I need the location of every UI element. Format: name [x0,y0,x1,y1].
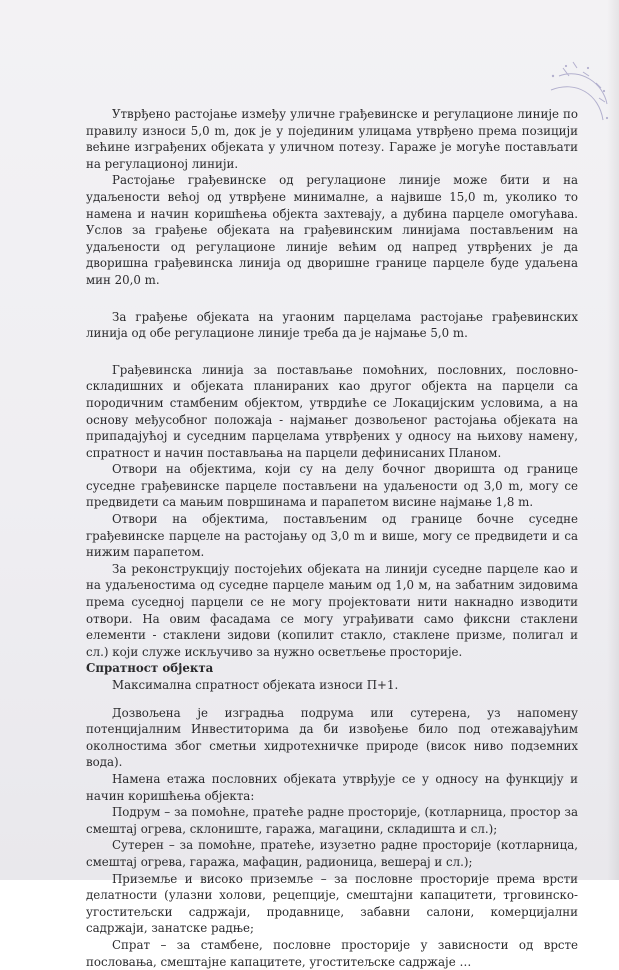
paragraph: За грађење објеката на угаоним парцелама растојање грађевинских линија од обе регулационе линије треба да је најмање 5,0 m. [86,309,578,341]
paragraph: Дозвољена је изградња подрума или сутерена, уз напомену потенцијалним Инвеститорима да би извођење било под отежавајућим околностима због сметњи хидротехничке природе (висок ниво подземних вода). [86,705,578,770]
paragraph: Намена етажа пословних објеката утврђује се у односу на функцију и начин коришћења објекта: [86,771,578,803]
paragraph: Подрум – за помоћне, пратеће радне просторије, (котларница, простор за смештај огрева, склоништe, гаража, магацини, складишта и сл.); [86,805,578,836]
paragraph: Приземље и високо приземље – за пословне просторије према врсти делатности (улазни холови, рецепције, смештајни капацитети, трговинско-угоститељски садржаји, продавнице, забавни салони, комерцијални садржаји, занатске радње; [86,871,578,936]
paragraph: За реконструкцију постојећих објеката на линији суседне парцеле као и на удаљеностима од суседне парцеле мањим од 1,0 м, на забатним зидовима према суседној парцели се не могу пројектовати нити накнадно изводити отвори. На овим фасадама се могу уграђивати само фиксни стаклени елементи - стаклени зидови (копилит стакло, стаклене призме, полигал и сл.) који служе искључиво за нужно осветљење просторије. [86,561,578,659]
paragraph: Максимална спратност објеката износи П+1. [112,678,399,692]
paragraph: Утврђено растојање између уличне грађевинске и регулационе линије по правилу износи 5,0 m, док је у појединим улицама утврђено према позицији већине изграђених објеката у уличном потезу. Гараже је могуће постављати на регулационој линији. [86,107,578,171]
paragraph: Спрат – за стамбене, пословне просторије у зависности од врсте пословања, смештајне капацитете, угоститељске садржаје … [86,937,578,969]
document-body [86,106,578,970]
paragraph: Грађевинска линија за постављање помоћних, пословних, пословно-складишних и објеката планираних као другог објекта на парцели са породичним стамбеним објектом, утврдиће се Локацијским условима, а на основу међусобног положаја - најмањег дозвољеног растојања објеката на припадајућој и суседним парцелама утврђених у односу на њихову намену, спратност и начин постављања на парцели дефинисаних Планом. [86,362,578,460]
paragraph: Сутерен – за помоћне, пратеће, изузетно радне просторије (котларница, смештај огрева, гаража, мафацин, радионица, вешерај и сл.); [86,838,578,869]
paragraph: Растојање грађевинске од регулационе линије може бити и на удаљености већој од утврђене минималне, а највише 15,0 m, уколико то намена и начин коришћења објекта захтевају, а дубина парцеле омогућава. Услов за грађење објеката на грађевинским линијама постављеним на удаљености од регулационе линије већим од напред утврђених је да дворишна грађевинска линија од дворишне границе парцеле буде удаљена мин 20,0 m. [86,173,578,287]
paragraph: Отвори на објектима, који су на делу бочног дворишта од границе суседне грађевинске парцеле постављени на удаљености од 3,0 m, могу се предвидети са мањим површинама и парапетом висине најмање 1,8 m. [86,462,578,510]
paragraph: Отвори на објектима, постављеним од границе бочне суседне грађевинске парцеле на растојању од 3,0 m и више, могу се предвидети и са нижим парапетом. [86,512,578,560]
section-heading: Спратност објекта [86,661,214,676]
